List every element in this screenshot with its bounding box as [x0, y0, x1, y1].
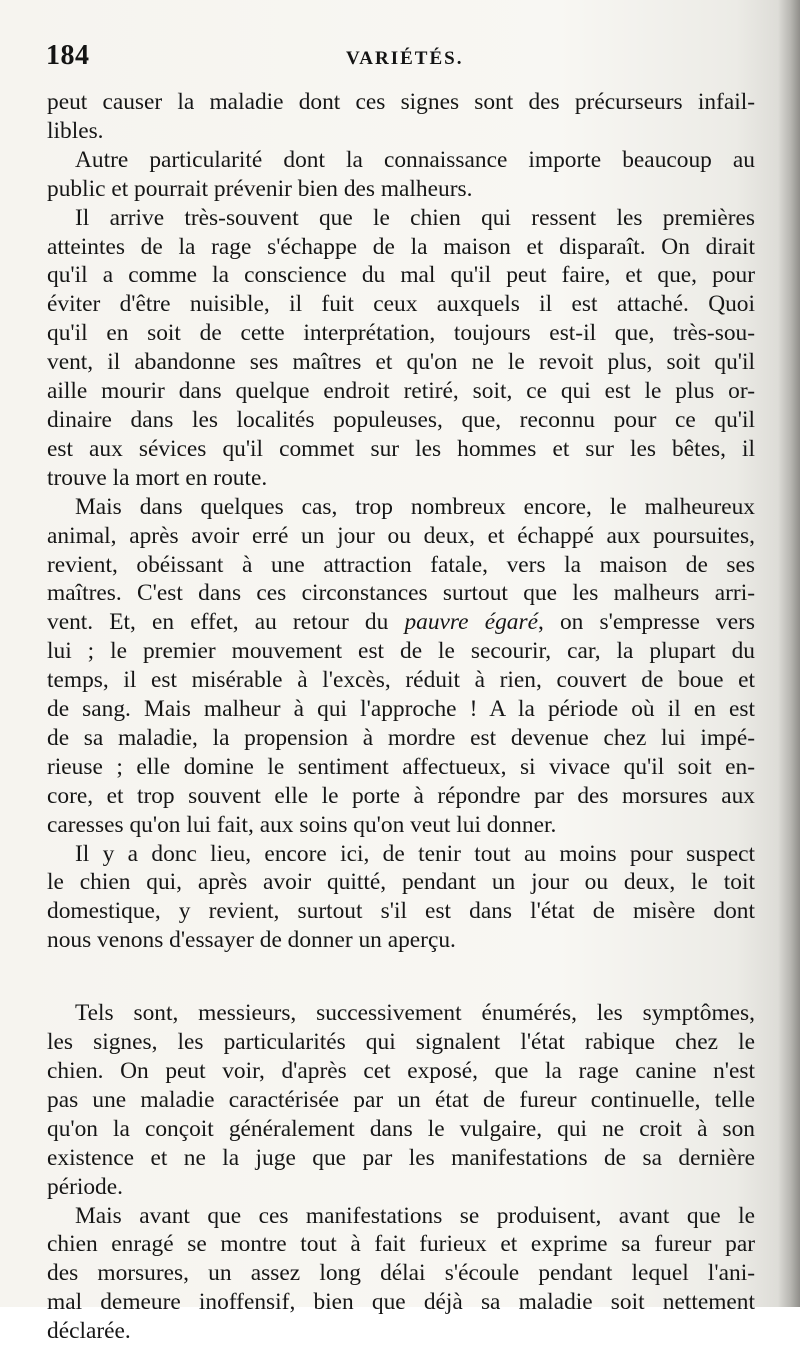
text-line: peut causer la maladie dont ces signes sont des précurseurs infail-: [47, 89, 755, 115]
text-line: domestique, y revient, surtout s'il est dans l'état de misère dont: [47, 898, 755, 925]
text-line: pas une maladie caractérisée par un état de fureur continuelle, telle: [47, 1086, 755, 1113]
text-line: les signes, les particularités qui signalent l'état rabique chez le: [47, 1029, 755, 1056]
paragraph: [47, 840, 755, 956]
text-line: chien enragé se montre tout à fait furieux et exprime sa fureur par: [47, 1231, 755, 1258]
text-line: déclarée.: [47, 1318, 131, 1345]
text-line: qu'on la conçoit généralement dans le vulgaire, qui ne croit à son: [47, 1115, 755, 1142]
text-line: libles.: [47, 117, 104, 144]
text-line: période.: [47, 1173, 123, 1200]
paragraph: [47, 146, 755, 204]
text-line: des morsures, un assez long délai s'écoule pendant lequel l'ani-: [47, 1260, 755, 1287]
paragraph: [47, 204, 755, 493]
text-line: de sang. Mais malheur à qui l'approche ! A la période où il en est: [47, 696, 755, 723]
text-line: existence et ne la juge que par les manifestations de sa dernière: [47, 1144, 755, 1171]
text-line: qu'il a comme la conscience du mal qu'il peut faire, et que, pour: [47, 262, 755, 289]
text-line: qu'il en soit de cette interprétation, toujours est-il que, très-sou-: [47, 320, 755, 347]
running-head: VARIÉTÉS.: [346, 48, 464, 69]
text-line: trouve la mort en route.: [47, 464, 268, 491]
text-line: Mais dans quelques cas, trop nombreux encore, le malheureux: [75, 493, 755, 520]
page-number: 184: [46, 40, 90, 71]
text-line: éviter d'être nuisible, il fuit ceux auxquels il est attaché. Quoi: [47, 291, 755, 318]
text-line: Autre particularité dont la connaissance importe beaucoup au: [75, 146, 755, 173]
text-line: Il y a donc lieu, encore ici, de tenir tout au moins pour suspect: [75, 840, 755, 867]
paragraph: [47, 1202, 755, 1346]
text-line: Mais avant que ces manifestations se produisent, avant que le: [75, 1202, 755, 1229]
text-line: rieuse ; elle domine le sentiment affectueux, si vivace qu'il soit en-: [47, 753, 755, 780]
text-line: chien. On peut voir, d'après cet exposé, que la rage canine n'est: [47, 1058, 755, 1084]
book-gutter-shadow: [778, 0, 800, 1307]
text-line: animal, après avoir erré un jour ou deux, et échappé aux poursuites,: [47, 522, 755, 549]
text-line: atteintes de la rage s'échappe de la maison et disparaît. On dirait: [47, 233, 755, 260]
text-line: temps, il est misérable à l'excès, réduit à rien, couvert de boue et: [47, 667, 755, 694]
text-line: de sa maladie, la propension à mordre est devenue chez lui impé-: [47, 724, 755, 751]
text-line: public et pourrait prévenir bien des malheurs.: [47, 175, 473, 202]
paragraph: [47, 88, 755, 146]
text-line: Tels sont, messieurs, successivement énumérés, les symptômes,: [75, 1000, 755, 1027]
text-line: nous venons d'essayer de donner un aperçu.: [47, 927, 456, 954]
text-line: core, et trop souvent elle le porte à répondre par des morsures aux: [47, 782, 755, 809]
text-line: caresses qu'on lui fait, aux soins qu'on veut lui donner.: [47, 811, 557, 838]
text-line: vent. Et, en effet, au retour du pauvre égaré, on s'empresse vers: [47, 609, 755, 636]
text-line: est aux sévices qu'il commet sur les hommes et sur les bêtes, il: [47, 435, 755, 462]
paragraph: [47, 493, 755, 840]
text-line: lui ; le premier mouvement est de le secourir, car, la plupart du: [47, 638, 755, 665]
text-line: Il arrive très-souvent que le chien qui ressent les premières: [75, 204, 755, 231]
text-line: dinaire dans les localités populeuses, que, reconnu pour ce qu'il: [47, 406, 755, 433]
paragraph: [47, 999, 755, 1201]
text-line: mal demeure inoffensif, bien que déjà sa maladie soit nettement: [47, 1289, 755, 1316]
text-line: aille mourir dans quelque endroit retiré, soit, ce qui est le plus or-: [47, 378, 755, 405]
text-line: maîtres. C'est dans ces circonstances surtout que les malheurs arri-: [47, 580, 755, 607]
italic-phrase: pauvre égaré: [404, 609, 538, 636]
page-header: [46, 40, 746, 76]
body-text: [47, 88, 755, 1346]
text-line: revient, obéissant à une attraction fatale, vers la maison de ses: [47, 551, 755, 578]
text-line: le chien qui, après avoir quitté, pendant un jour ou deux, le toit: [47, 869, 755, 896]
text-line: vent, il abandonne ses maîtres et qu'on ne le revoit plus, soit qu'il: [47, 349, 755, 376]
